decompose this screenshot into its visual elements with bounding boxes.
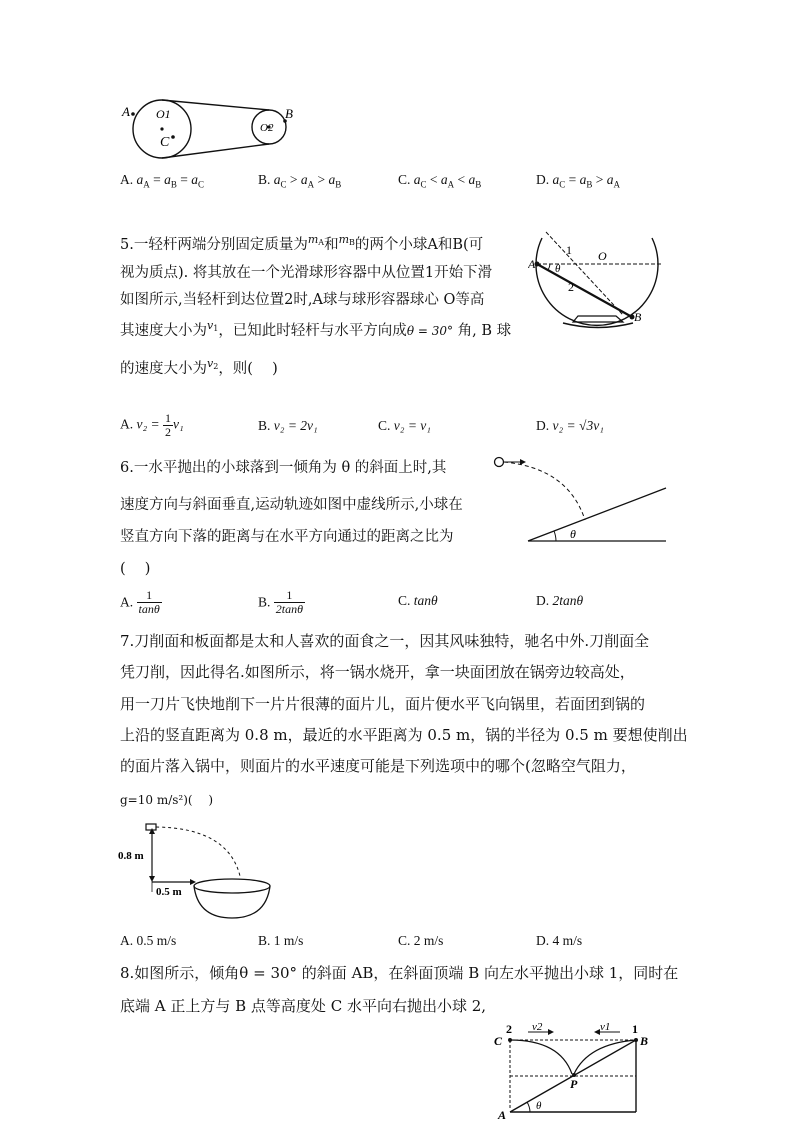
belt-bottom [162,144,269,158]
trajectory-2 [510,1040,572,1074]
q4-option-c[interactable]: C. $a_C < a_A < a_B$ [398,172,482,190]
label-theta: θ [570,527,576,541]
label-2: 2 [568,280,574,294]
q7-line-4: 上沿的竖直距离为 0.8 m，最近的水平距离为 0.5 m，锅的半径为 0.5 m 要想使削出 [120,726,688,744]
q7-option-c[interactable]: C. 2 m/s [398,933,444,948]
q6-line-1: 6.一水平抛出的小球落到一倾角为 θ 的斜面上时,其 [120,460,447,476]
q7-line-1: 7.刀削面和板面都是太和人喜欢的面食之一，因其风味独特，驰名中外.刀削面全 [120,632,650,650]
label-2: 2 [506,1022,512,1036]
label-C: C [494,1034,503,1048]
label-O2: O2 [260,122,274,134]
label-1: 1 [632,1022,638,1036]
label-B: B [634,310,642,324]
q6-line-3: 竖直方向下落的距离与在水平方向通过的距离之比为 [120,529,454,545]
q8-incline-figure [490,1020,660,1120]
q7-bowl-figure [118,822,278,922]
q8-line-1: 8.如图所示，倾角θ = 30° 的斜面 AB，在斜面顶端 B 向左水平抛出小球 1，同时在 [120,964,679,982]
q7-option-b[interactable]: B. 1 m/s [258,933,304,948]
q6-option-b[interactable]: B. $\frac{1}{2\tan\theta}$ [258,588,303,616]
q4-option-b[interactable]: B. $a_C > a_A > a_B$ [258,172,342,190]
q7-option-a[interactable]: A. 0.5 m/s [120,933,177,948]
q6-option-a[interactable]: A. $\frac{1}{\tan\theta}$ [120,588,160,616]
label-A: A [528,257,536,271]
q6-line-4: ( ) [120,561,151,577]
q7-line-3: 用一刀片飞快地削下一片片很薄的面片儿，面片便水平飞向锅里，若面团到锅的 [120,695,646,713]
trajectory-dashed [156,827,240,876]
label-C: C [160,135,170,150]
q4-pulley-figure [118,96,308,160]
bowl-rim [194,879,270,893]
incline-surface [528,488,666,541]
q7-line-6: g=10 m/s²)( ) [120,793,214,807]
q5-line-4: 其速度大小为$^v_1$，已知此时轻杆与水平方向成θ = 30° 角, B 球 [120,319,512,339]
label-A: A [122,104,130,119]
q6-option-d[interactable]: D. 2tanθ [536,593,584,608]
label-distance: 0.5 m [156,886,182,898]
label-1: 1 [566,243,572,257]
q7-line-5: 的面片落入锅中，则面片的水平速度可能是下列选项中的哪个(忽略空气阻力， [120,757,636,775]
trajectory-dashed [504,462,585,520]
q5-option-d[interactable]: D. v₂ = √3v₁ [536,418,604,433]
q5-line-1: 5.一轻杆两端分别固定质量为$^m_A$和$^m_B$的两个小球A和B(可 [120,233,484,253]
label-theta: θ [555,263,561,275]
stand [573,316,623,322]
q6-option-c[interactable]: C. tanθ [398,593,438,608]
label-O: O [598,249,607,263]
q6-incline-figure [490,452,670,546]
rod-position-2 [537,264,632,317]
q7-line-2: 凭刀削，因此得名.如图所示，将一锅水烧开，拿一块面团放在锅旁边较高处， [120,663,635,681]
q8-line-2: 底端 A 正上方与 B 点等高度处 C 水平向右抛出小球 2, [120,997,487,1015]
q4-option-a[interactable]: A. $a_A = a_B = a_C$ [120,172,205,190]
label-B: B [640,1034,649,1048]
label-v1: v1 [600,1021,611,1033]
label-B: B [285,106,293,121]
q6-line-2: 速度方向与斜面垂直,运动轨迹如图中虚线所示,小球在 [120,497,463,513]
q5-option-a[interactable]: A. v₂ = $\frac{1}{2}$ v₁ [120,411,184,439]
label-P: P [570,1077,578,1091]
q5-line-3: 如图所示,当轻杆到达位置2时,A球与球形容器球心 O等高 [120,292,485,308]
label-v2: v2 [532,1021,543,1033]
q5-sphere-figure [528,218,668,334]
label-A: A [498,1108,507,1120]
q4-option-d[interactable]: D. $a_C = a_B > a_A$ [536,172,621,190]
dough [146,824,156,830]
label-height: 0.8 m [118,850,144,862]
label-theta: θ [536,1100,542,1112]
q5-line-2: 视为质点). 将其放在一个光滑球形容器中从位置1开始下滑 [120,265,493,281]
label-O1: O1 [156,107,171,121]
ball [495,458,504,467]
q5-line-5: 的速度大小为$^v_2$，则( ) [120,357,278,377]
q5-option-c[interactable]: C. v₂ = v₁ [378,418,431,433]
q7-option-d[interactable]: D. 4 m/s [536,933,583,948]
q5-option-b[interactable]: B. v₂ = 2v₁ [258,418,318,433]
